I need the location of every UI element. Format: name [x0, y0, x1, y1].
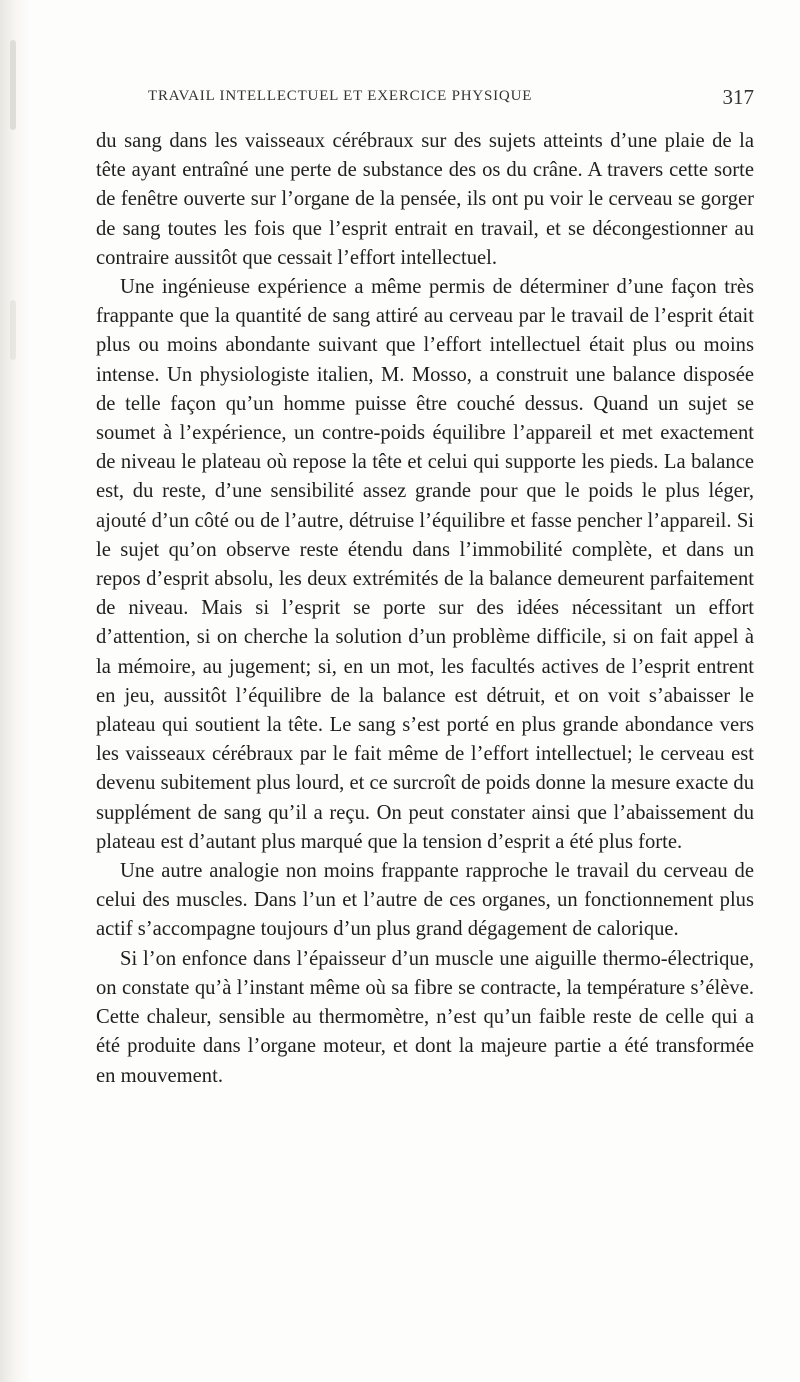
gutter-shadow [10, 40, 16, 130]
paragraph: du sang dans les vaisseaux cérébraux sur des sujets atteints d’une plaie de la tête ayant entraîné une perte de substance des os du crâne. A travers cette sorte de fenêtre ouverte sur l’organe de la pensée, ils ont pu voir le cerveau se gorger de sang toutes les fois que l’esprit entrait en travail, et se décongestionner au contraire aussitôt que cessait l’effort intellectuel. [96, 130, 754, 269]
running-head: TRAVAIL INTELLECTUEL ET EXERCICE PHYSIQUE [148, 88, 533, 104]
gutter-shadow [10, 300, 16, 360]
body-text [96, 127, 754, 1091]
page-number: 317 [722, 85, 754, 109]
paragraph: Une autre analogie non moins frappante rapproche le travail du cerveau de celui des muscles. Dans l’un et l’autre de ces organes, un fonctionnement plus actif s’accompagne toujours d’un plus grand dégagement de calorique. [96, 860, 754, 941]
paragraph: Une ingénieuse expérience a même permis de déterminer d’une façon très frappante que la quantité de sang attiré au cerveau par le travail de l’esprit était plus ou moins abondante suivant que l’effort intellectuel était plus ou moins intense. Un physiologiste italien, M. Mosso, a construit une balance disposée de telle façon qu’un homme puisse être couché dessus. Quand un sujet se soumet à l’expérience, un contre-poids équilibre l’appareil et met exactement de niveau le plateau où repose la tête et celui qui supporte les pieds. La balance est, du reste, d’une sensibilité assez grande pour que le poids le plus léger, ajouté d’un côté ou de l’autre, détruise l’équilibre et fasse pencher l’appareil. Si le sujet qu’on observe reste étendu dans l’immobilité complète, et dans un repos d’esprit absolu, les deux extrémités de la balance demeurent parfaitement de niveau. Mais si l’esprit se porte sur des idées nécessitant un effort d’attention, si on cherche la solution d’un problème difficile, si on fait appel à la mémoire, au jugement; si, en un mot, les facultés actives de l’esprit entrent en jeu, aussitôt l’équilibre de la balance est détruit, et on voit s’abaisser le plateau qui soutient la tête. Le sang s’est porté en plus grande abondance vers les vaisseaux cérébraux par le fait même de l’effort intellectuel; le cerveau est devenu subitement plus lourd, et ce surcroît de poids donne la mesure exacte du supplément de sang qu’il a reçu. On peut constater ainsi que l’abaissement du plateau est d’autant plus marqué que la tension d’esprit a été plus forte. [96, 276, 754, 853]
paragraph: Si l’on enfonce dans l’épaisseur d’un muscle une aiguille thermo-électrique, on constate qu’à l’instant même où sa fibre se contracte, la température s’élève. Cette chaleur, sensible au thermomètre, n’est qu’un faible reste de celle qui a été produite dans l’organe moteur, et dont la majeure partie a été transformée en mouvement. [96, 947, 754, 1087]
page-header [148, 86, 754, 114]
